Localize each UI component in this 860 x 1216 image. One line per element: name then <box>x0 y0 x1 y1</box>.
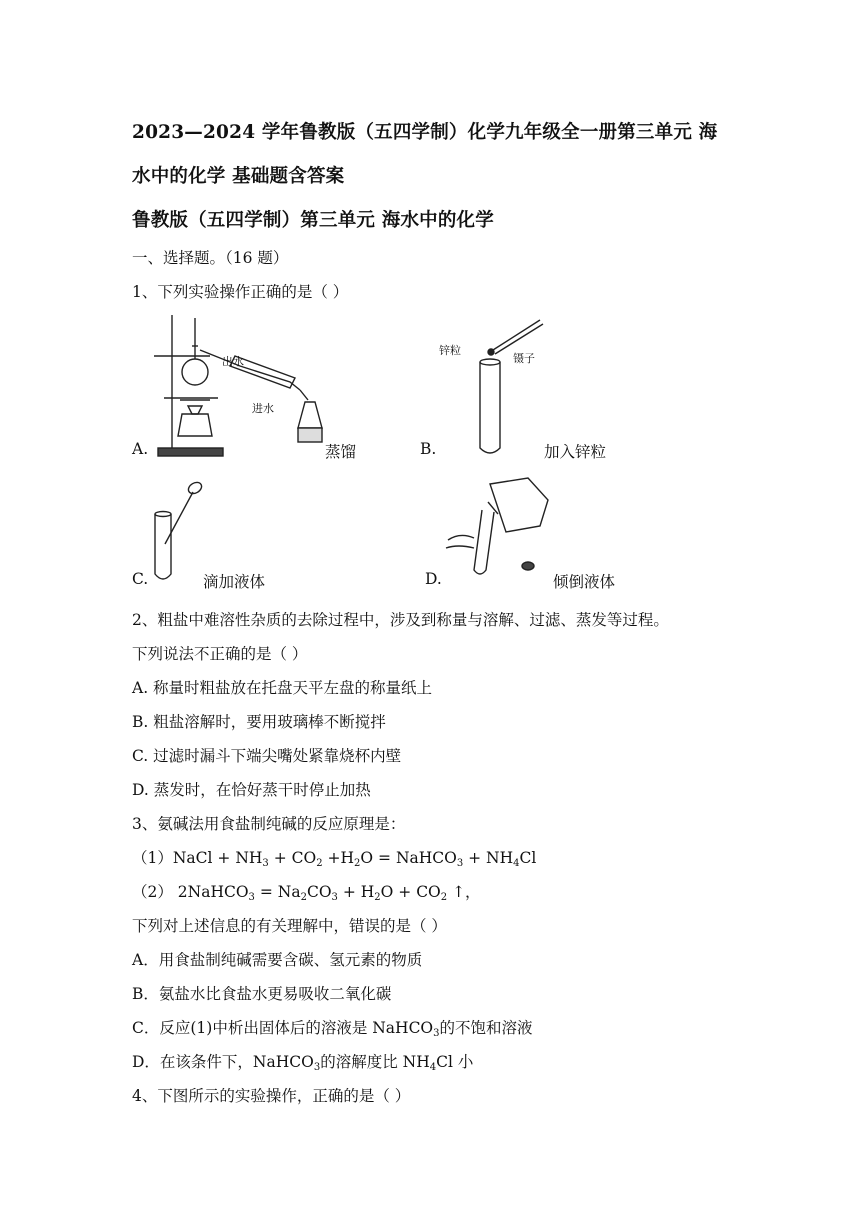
q1-option-c-letter: C. <box>132 570 149 588</box>
label-water-in: 进水 <box>252 402 274 415</box>
label-zinc: 锌粒 <box>439 344 461 357</box>
q1-option-d-caption: 倾倒液体 <box>553 573 616 591</box>
q3-option-c: C．反应(1)中析出固体后的溶液是 NaHCO$_3$的不饱和溶液 <box>132 1019 533 1039</box>
q3-option-a: A．用食盐制纯碱需要含碳、氢元素的物质 <box>132 951 423 969</box>
q2-option-d: D. 蒸发时，在恰好蒸干时停止加热 <box>132 781 371 799</box>
distillation-apparatus-figure <box>150 310 360 460</box>
q4-stem: 4、下图所示的实验操作，正确的是（ ） <box>132 1087 411 1105</box>
doc-title-line1: 2023—2024 学年鲁教版（五四学制）化学九年级全一册第三单元 海 <box>132 122 718 143</box>
q3-option-b: B．氨盐水比食盐水更易吸收二氧化碳 <box>132 985 392 1003</box>
q1-option-d-letter: D. <box>425 570 442 588</box>
q1-option-a-letter: A. <box>132 440 149 458</box>
q1-option-b-caption: 加入锌粒 <box>544 443 607 461</box>
q3-equation-2: （2） 2NaHCO$_3$ = $Na_2CO_3 + H_2O + CO_2$ ↑， <box>132 883 481 903</box>
q2-option-b: B. 粗盐溶解时，要用玻璃棒不断搅拌 <box>132 713 386 731</box>
section-heading: 一、选择题。（16 题） <box>132 249 289 267</box>
q2-stem-line2: 下列说法不正确的是（ ） <box>132 645 308 663</box>
doc-subtitle: 鲁教版（五四学制）第三单元 海水中的化学 <box>132 210 494 231</box>
q2-option-a: A. 称量时粗盐放在托盘天平左盘的称量纸上 <box>132 679 433 697</box>
q3-equation-1: （1）NaCl + $NH_3 + CO_2 +H_2O$ = NaHCO$_3$ + $NH_4Cl$ <box>132 849 537 869</box>
q2-stem-line1: 2、粗盐中难溶性杂质的去除过程中，涉及到称量与溶解、过滤、蒸发等过程。 <box>132 611 669 629</box>
q1-option-a-caption: 蒸馏 <box>325 443 357 461</box>
q1-stem: 1、下列实验操作正确的是（ ） <box>132 283 349 301</box>
q3-option-d: D．在该条件下，NaHCO$_3$的溶解度比 $NH_4Cl$ 小 <box>132 1053 474 1073</box>
label-tweezers: 镊子 <box>513 352 535 365</box>
pouring-liquid-figure <box>440 474 560 586</box>
doc-title-line2: 水中的化学 基础题含答案 <box>132 166 345 187</box>
q3-stem-2: 下列对上述信息的有关理解中，错误的是（ ） <box>132 917 447 935</box>
q2-option-c: C. 过滤时漏斗下端尖嘴处紧靠烧杯内壁 <box>132 747 402 765</box>
zinc-test-tube-figure <box>435 310 555 460</box>
q1-option-c-caption: 滴加液体 <box>203 573 266 591</box>
q1-option-b-letter: B. <box>420 440 437 458</box>
label-water-out: 出水 <box>222 355 244 368</box>
q3-stem: 3、氨碱法用食盐制纯碱的反应原理是： <box>132 815 406 833</box>
